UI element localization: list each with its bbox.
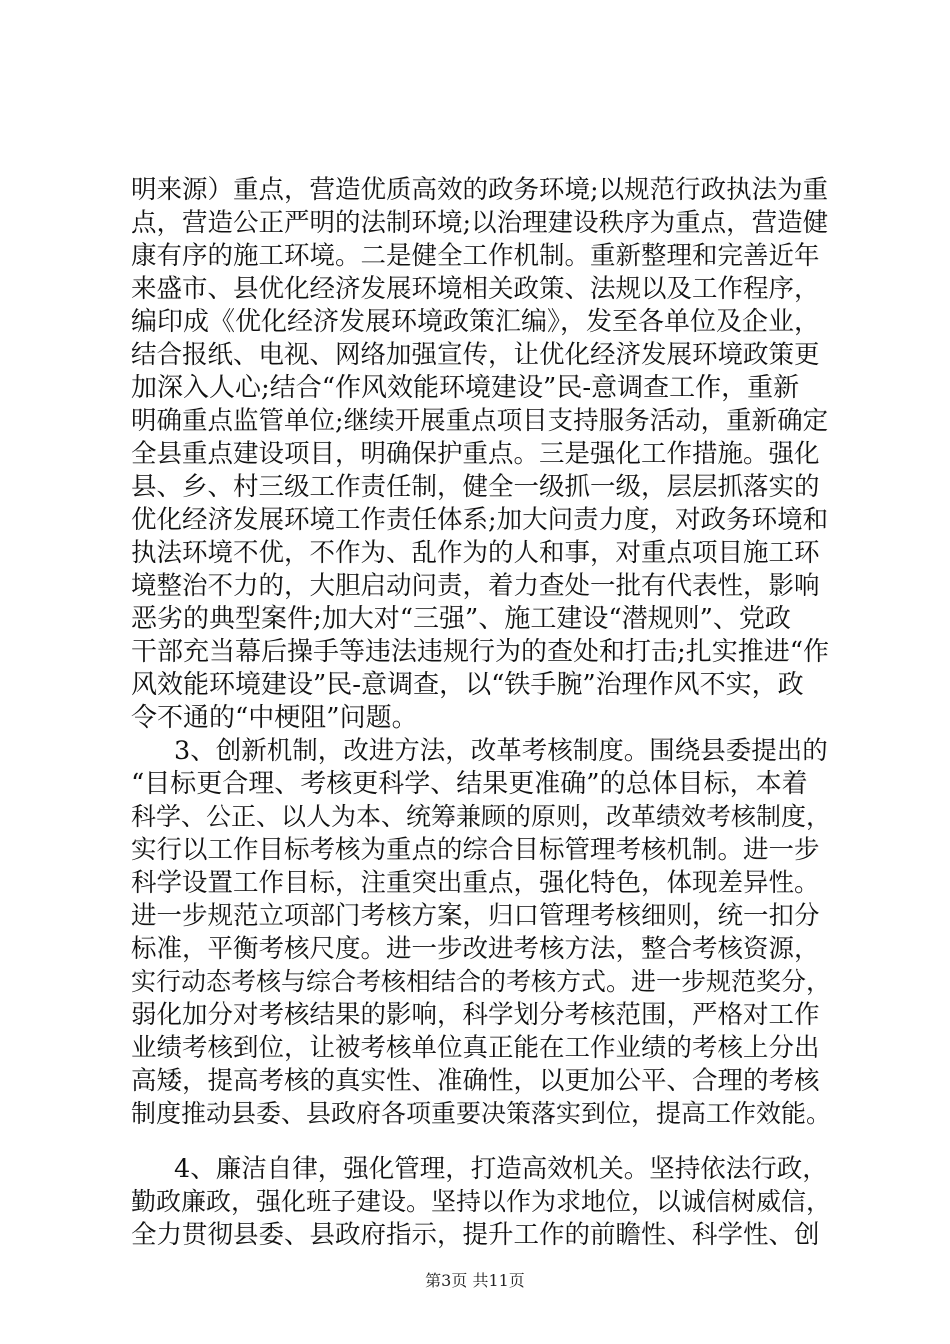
body-text-line: 明来源）重点，营造优质高效的政务环境;以规范行政执法为重 [131,175,829,205]
body-text-line: 高矮，提高考核的真实性、准确性，以更加公平、合理的考核 [131,1066,820,1096]
body-text-line: 恶劣的典型案件;加大对“三强”、施工建设“潜规则”、党政 [131,604,791,634]
body-text-line: 科学、公正、以人为本、统筹兼顾的原则，改革绩效考核制度， [131,802,832,831]
body-text-line: 勤政廉政，强化班子建设。坚持以作为求地位，以诚信树威信， [131,1187,832,1216]
body-text-line: 实行以工作目标考核为重点的综合目标管理考核机制。进一步 [131,835,820,865]
body-text-line: 令不通的“中梗阻”问题。 [131,703,418,733]
body-text-line: 康有序的施工环境。二是健全工作机制。重新整理和完善近年 [131,241,820,271]
body-text-line: 明确重点监管单位;继续开展重点项目支持服务活动，重新确定 [131,406,829,436]
body-text-line: 科学设置工作目标，注重突出重点，强化特色，体现差异性。 [131,868,820,898]
body-text-line: “目标更合理、考核更科学、结果更准确”的总体目标，本着 [131,769,808,799]
body-text-line: 实行动态考核与综合考核相结合的考核方式。进一步规范奖分， [131,967,832,996]
paragraph-3-first-line: 3、创新机制，改进方法，改革考核制度。围绕县委提出的 [174,736,828,766]
body-text-line: 标准，平衡考核尺度。进一步改进考核方法，整合考核资源， [131,934,820,964]
body-text-line: 县、乡、村三级工作责任制，健全一级抓一级，层层抓落实的 [131,472,820,502]
body-text-line: 编印成《优化经济发展环境政策汇编》，发至各单位及企业， [131,307,821,337]
body-text-line: 进一步规范立项部门考核方案，归口管理考核细则，统一扣分 [131,901,820,931]
body-text-line: 弱化加分对考核结果的影响，科学划分考核范围，严格对工作 [131,1000,820,1030]
body-text-line: 干部充当幕后操手等违法违规行为的查处和打击;扎实推进“作 [131,637,830,667]
body-text-line: 风效能环境建设”民-意调查，以“铁手腕”治理作风不实，政 [131,670,804,700]
paragraph-4-first-line: 4、廉洁自律，强化管理，打造高效机关。坚持依法行政， [174,1154,828,1184]
body-text-line: 境整治不力的，大胆启动问责，着力查处一批有代表性，影响 [131,571,820,601]
body-text-line: 业绩考核到位，让被考核单位真正能在工作业绩的考核上分出 [131,1033,820,1063]
body-text-line: 来盛市、县优化经济发展环境相关政策、法规以及工作程序， [131,274,820,304]
page-number-footer: 第3页 共11页 [425,1271,525,1290]
body-text-line: 全县重点建设项目，明确保护重点。三是强化工作措施。强化 [131,439,820,469]
body-text-line: 全力贯彻县委、县政府指示，提升工作的前瞻性、科学性、创 [131,1220,820,1250]
body-text-line: 点，营造公正严明的法制环境;以治理建设秩序为重点，营造健 [131,208,829,238]
body-text-line: 优化经济发展环境工作责任体系;加大问责力度，对政务环境和 [131,505,829,535]
body-text-line: 制度推动县委、县政府各项重要决策落实到位，提高工作效能。 [131,1099,832,1128]
body-text-line: 加深入人心;结合“作风效能环境建设”民-意调查工作，重新 [131,373,800,403]
body-text-line: 结合报纸、电视、网络加强宣传，让优化经济发展环境政策更 [131,340,820,370]
body-text-line: 执法环境不优，不作为、乱作为的人和事，对重点项目施工环 [131,538,820,568]
